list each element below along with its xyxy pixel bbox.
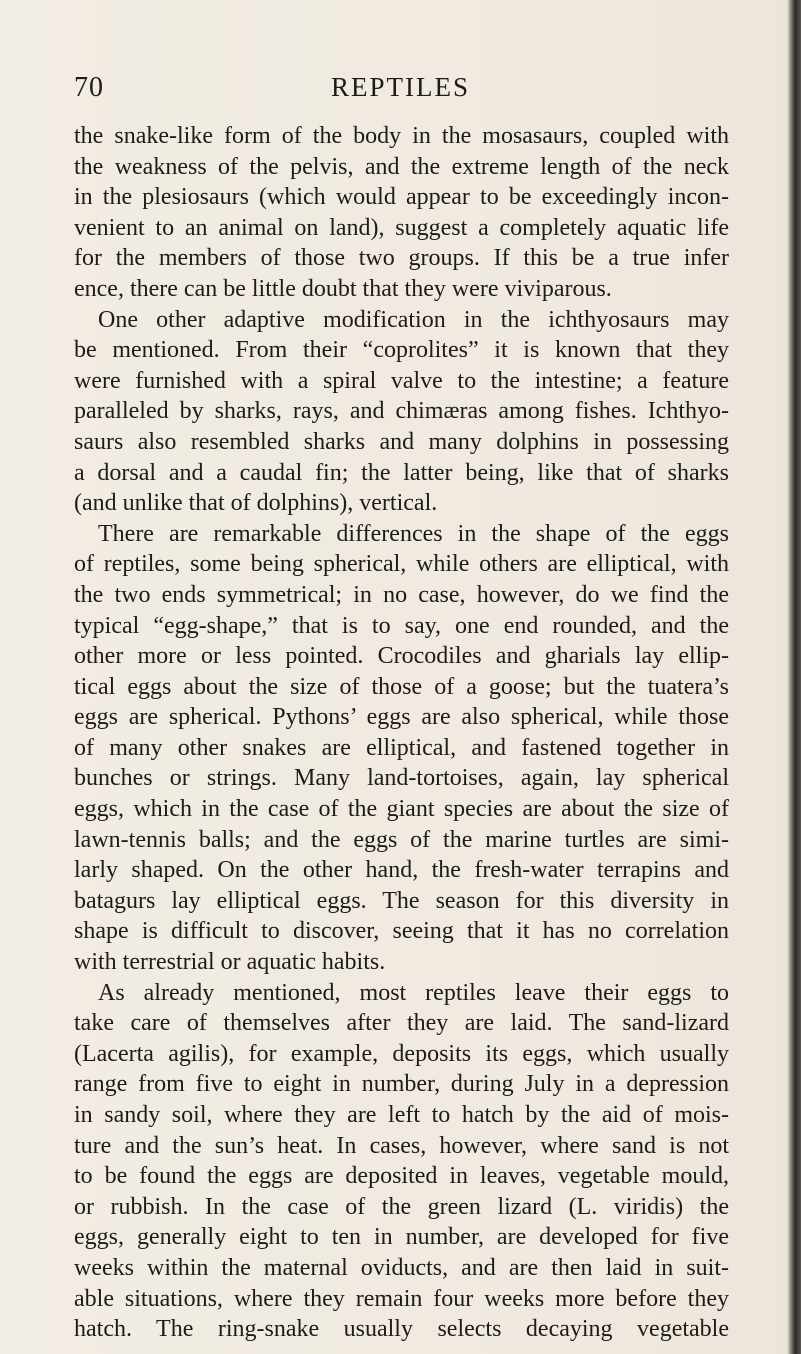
text-line: of many other snakes are elliptical, and fastened together in (74, 734, 729, 761)
text-line: bunches or strings. Many land-tortoises, again, lay spherical (74, 765, 729, 792)
text-line: There are remarkable differences in the shape of the eggs (98, 520, 729, 547)
text-line: the two ends symmetrical; in no case, however, do we find the (74, 581, 729, 608)
text-line: in the plesiosaurs (which would appear to be exceedingly incon- (74, 184, 729, 211)
text-line: (Lacerta agilis), for example, deposits its eggs, which usually (74, 1040, 729, 1067)
text-line: lawn-tennis balls; and the eggs of the marine turtles are simi- (74, 826, 729, 853)
page-edge-shadow (787, 0, 801, 1354)
text-line: the snake-like form of the body in the mosasaurs, coupled with (74, 123, 729, 149)
text-line: to be found the eggs are deposited in leaves, vegetable mould, (74, 1163, 729, 1190)
text-line: venient to an animal on land), suggest a completely aquatic life (74, 214, 729, 241)
text-line: for the members of those two groups. If this be a true infer (74, 245, 729, 272)
text-line: of reptiles, some being spherical, while others are elliptical, with (74, 551, 729, 578)
text-line: larly shaped. On the other hand, the fresh-water terrapins and (74, 857, 729, 884)
page-number: 70 (74, 72, 104, 103)
text-line: with terrestrial or aquatic habits. (74, 949, 386, 976)
text-line: the weakness of the pelvis, and the extreme length of the neck (74, 153, 729, 180)
text-line: take care of themselves after they are laid. The sand-lizard (74, 1010, 729, 1037)
text-line: range from five to eight in number, during July in a depression (74, 1071, 729, 1098)
text-line: ture and the sun’s heat. In cases, however, where sand is not (74, 1132, 729, 1159)
text-line: weeks within the maternal oviducts, and are then laid in suit- (74, 1254, 729, 1281)
text-line: a dorsal and a caudal fin; the latter being, like that of sharks (74, 459, 729, 486)
text-line: eggs are spherical. Pythons’ eggs are also spherical, while those (74, 704, 729, 731)
text-line: or rubbish. In the case of the green lizard (L. viridis) the (74, 1193, 729, 1220)
page-header (0, 72, 801, 112)
text-line: in sandy soil, where they are left to hatch by the aid of mois- (74, 1102, 729, 1128)
text-line: eggs, generally eight to ten in number, are developed for five (74, 1224, 729, 1251)
text-line: able situations, where they remain four weeks more before they (74, 1285, 729, 1312)
text-line: eggs, which in the case of the giant species are about the size of (74, 796, 729, 823)
text-line: paralleled by sharks, rays, and chimæras among fishes. Ichthyo- (74, 398, 729, 425)
text-line: typical “egg-shape,” that is to say, one end rounded, and the (74, 612, 729, 639)
text-line: other more or less pointed. Crocodiles and gharials lay ellip- (74, 643, 729, 670)
body-text (74, 121, 729, 1345)
text-line: One other adaptive modification in the ichthyosaurs may (98, 306, 729, 333)
text-line: ence, there can be little doubt that they were viviparous. (74, 275, 612, 302)
text-line: hatch. The ring-snake usually selects decaying vegetable (74, 1316, 729, 1343)
running-head: REPTILES (330, 72, 470, 102)
text-line: saurs also resembled sharks and many dolphins in possessing (74, 428, 729, 455)
text-line: (and unlike that of dolphins), vertical. (74, 490, 438, 517)
text-line: As already mentioned, most reptiles leave their eggs to (98, 979, 729, 1006)
text-line: batagurs lay elliptical eggs. The season for this diversity in (74, 887, 729, 914)
text-line: shape is difficult to discover, seeing that it has no correlation (74, 918, 729, 945)
text-line: tical eggs about the size of those of a goose; but the tuatera’s (74, 673, 729, 700)
text-line: be mentioned. From their “coprolites” it is known that they (74, 337, 729, 364)
text-line: were furnished with a spiral valve to the intestine; a feature (74, 367, 729, 394)
